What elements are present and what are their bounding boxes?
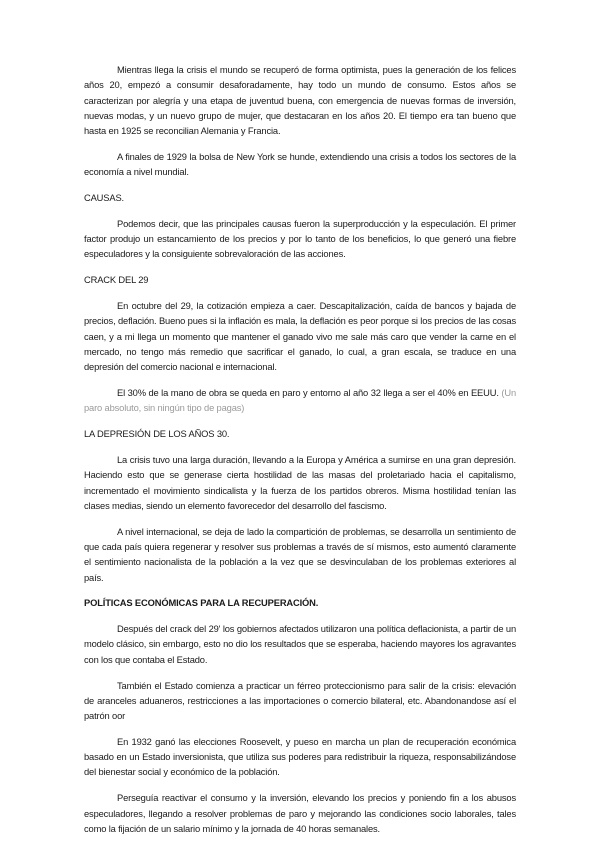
heading-politicas-economicas: POLÍTICAS ECONÓMICAS PARA LA RECUPERACIÓN. bbox=[84, 598, 319, 609]
paragraph-internacional: A nivel internacional, se deja de lado la compartición de problemas, se desarrolla un sentimiento de que cada país quiera regenerar y resolver sus problemas a través de sí mismos, esto aumentó claramente el sentimiento nacionalista de la población a la vez que se desvinculaban de los problemas exteriores al país. bbox=[84, 526, 516, 583]
paragraph-depresion: La crisis tuvo una larga duración, llevando a la Europa y América a sumirse en una gran depresión. Haciendo esto que se generase cierta hostilidad de las masas del proletariado hacia el capitalismo, incrementado el movimiento sindicalista y la fuerza de los partidos obreros. Misma hostilidad tenían las clases medias, siendo un elemento favorecedor del desarrollo del fascismo. bbox=[84, 454, 516, 511]
heading-causas: CAUSAS. bbox=[84, 193, 124, 204]
document-page bbox=[84, 63, 516, 848]
unemployment-aside-note: (Un paro absoluto, sin ningún tipo de pagas) bbox=[84, 388, 516, 414]
paragraph-proteccionismo: También el Estado comienza a practicar un férreo proteccionismo para salir de la crisis: elevación de aranceles aduaneros, restricciones a las importaciones o comercio bilateral, etc. Abandonandose así el patrón oor bbox=[84, 680, 516, 722]
paragraph-reactivar: Perseguía reactivar el consumo y la inversión, elevando los precios y poniendo fin a los abusos especuladores, llegando a resolver problemas de paro y mejorando las condiciones socio laborales, tales como la fijación de un salario mínimo y la jornada de 40 horas semanales. bbox=[84, 793, 516, 834]
heading-depresion: LA DEPRESIÓN DE LOS AÑOS 30. bbox=[84, 429, 230, 440]
paragraph-1929-crash: A finales de 1929 la bolsa de New York se hunde, extendiendo una crisis a todos los sectores de la economía a nivel mundial. bbox=[84, 151, 516, 178]
heading-crack-del-29: CRACK DEL 29 bbox=[84, 275, 149, 286]
paragraph-roosevelt: En 1932 ganó las elecciones Roosevelt, y pueso en marcha un plan de recuperación económica basado en un Estado inversionista, que utiliza sus poderes para redistribuir la riqueza, responsabilizándose del bienestar social y económico de la población. bbox=[84, 736, 516, 778]
paragraph-unemployment bbox=[84, 386, 516, 417]
unemployment-text: El 30% de la mano de obra se queda en paro y entorno al año 32 llega a ser el 40% en EEUU. bbox=[117, 388, 502, 399]
paragraph-causas: Podemos decir, que las principales causas fueron la superproducción y la especulación. El primer factor produjo un estancamiento de los precios y por lo tanto de los beneficios, lo que generó una fiebre especuladores y la consiguiente sobrevaloración de las acciones. bbox=[84, 218, 516, 260]
paragraph-crack: En octubre del 29, la cotización empieza a caer. Descapitalización, caída de bancos y bajada de precios, deflación. Bueno pues si la inflación es mala, la deflación es peor porque si los precios de las cosas caen, y a mi llega un momento que mantener el ganado vivo me sale más caro que vender la carne en el mercado, no tengo más remedio que sacrificar el ganado, lo cual, a gran escala, se traduce en una depresión del comercio nacional e internacional. bbox=[84, 301, 516, 373]
paragraph-deflacionista: Después del crack del 29' los gobiernos afectados utilizaron una política deflacionista, a partir de un modelo clásico, sin embargo, esto no dio los resultados que se esperaba, haciendo mayores los agravantes con los que contaba el Estado. bbox=[84, 624, 516, 665]
paragraph-intro: Mientras llega la crisis el mundo se recuperó de forma optimista, pues la generación de los felices años 20, empezó a consumir desaforadamente, hay todo un mundo de consumo. Estos años se caracterizan por alegría y una etapa de juventud buena, con emergencia de nuevas formas de inversión, nuevas modas, y un nuevo grupo de mujer, que destacaran en los años 20. El tiempo era tan bueno que hasta en 1925 se reconcilian Alemania y Francia. bbox=[84, 65, 516, 137]
